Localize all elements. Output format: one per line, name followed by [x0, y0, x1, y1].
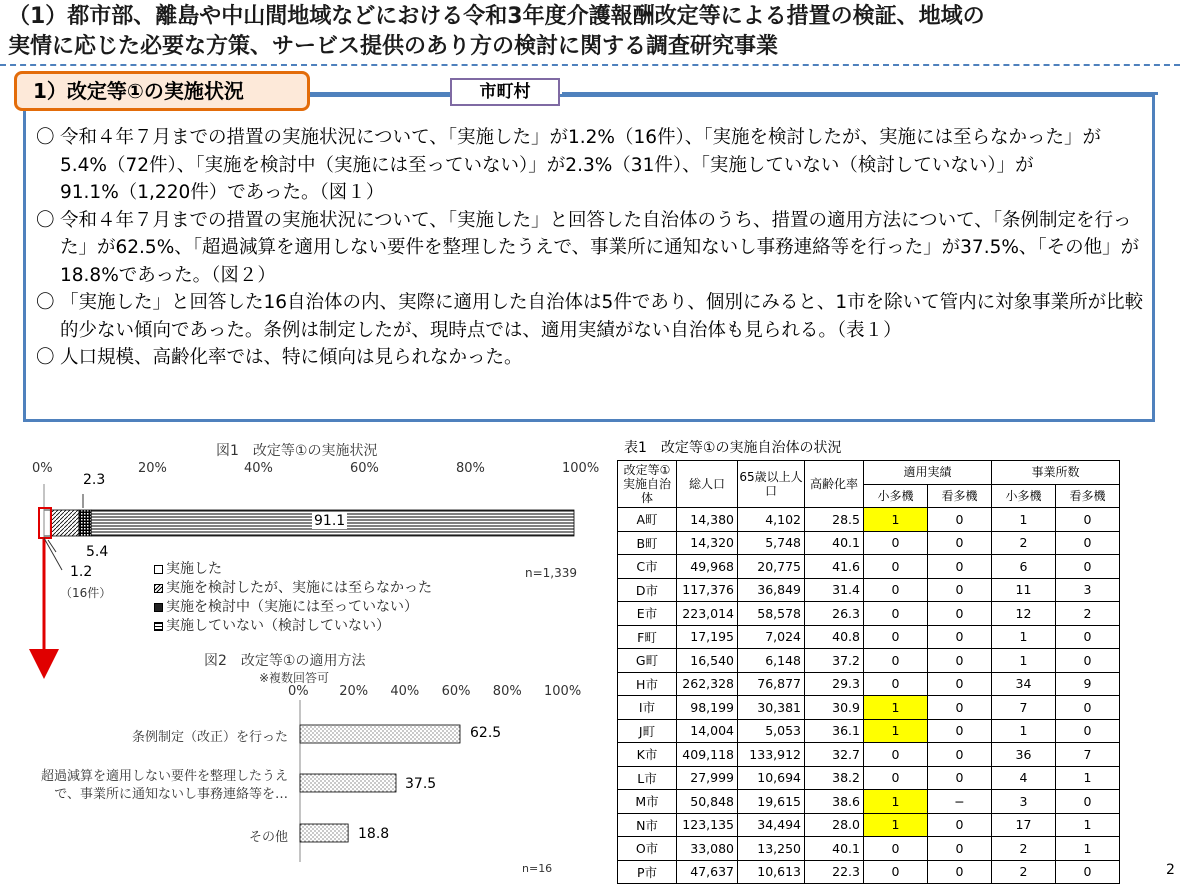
table-cell-name: K市: [618, 743, 677, 767]
table-row: [618, 649, 1120, 673]
category-line: で、事業所に通知ないし事務連絡等を…: [54, 787, 288, 802]
col-header-population: 総人口: [677, 461, 738, 508]
table-cell-rate: 26.3: [805, 602, 864, 626]
table-cell-o2: 0: [1056, 508, 1120, 532]
bullet-mark: 〇: [36, 347, 55, 368]
legend-swatch: [154, 603, 163, 612]
table-cell-o2: 0: [1056, 860, 1120, 884]
data-label-62-5: 62.5: [470, 725, 502, 741]
table-cell-o2: 0: [1056, 719, 1120, 743]
table-cell-name: G町: [618, 649, 677, 673]
legend-label: 実施を検討中（実施には至っていない）: [166, 599, 418, 615]
table-cell-rate: 40.1: [805, 531, 864, 555]
table-cell-pop: 33,080: [677, 837, 738, 861]
table-cell-o1: 4: [992, 766, 1056, 790]
table-cell-o1: 7: [992, 696, 1056, 720]
table-cell-old: 20,775: [738, 555, 805, 579]
legend-swatch: [154, 622, 163, 631]
table-cell-o2: 0: [1056, 696, 1120, 720]
table-cell-a2: 0: [928, 766, 992, 790]
bar: [300, 824, 348, 842]
table-cell-pop: 117,376: [677, 578, 738, 602]
col-header-over65: 65歳以上人口: [738, 461, 805, 508]
x-tick-label: 0%: [288, 684, 309, 699]
table-cell-o1: 12: [992, 602, 1056, 626]
table-cell-rate: 30.9: [805, 696, 864, 720]
table-cell-a1: 1: [864, 790, 928, 814]
category-line: 超過減算を適用しない要件を整理したうえ: [40, 769, 288, 784]
legend-label: 実施していない（検討していない）: [166, 618, 390, 634]
table-cell-rate: 40.1: [805, 837, 864, 861]
figure2-subtitle: ※複数回答可: [259, 671, 330, 685]
frame-top-line-right: [562, 92, 1158, 95]
table-cell-pop: 50,848: [677, 790, 738, 814]
count-annotation: （16件）: [60, 586, 112, 600]
paragraph-text: 「実施した」と回答した16自治体の内、実際に適用した自治体は5件であり、個別にみると、1市を除いて管内に対象事業所が比較的少ない傾向であった。条例は制定したが、現時点では、適用実績がない自治体も見られる。（表１）: [60, 292, 1144, 341]
category-badge: 市町村: [450, 78, 560, 106]
x-tick-label: 20%: [339, 684, 369, 699]
table-cell-o1: 34: [992, 672, 1056, 696]
table-cell-name: H市: [618, 672, 677, 696]
x-tick-label: 100%: [544, 684, 582, 699]
data-label-37-5: 37.5: [405, 776, 437, 792]
bar-segment: [50, 510, 79, 536]
table-cell-a1: 1: [864, 813, 928, 837]
x-tick-label: 0%: [32, 461, 53, 476]
legend-item: [154, 598, 432, 617]
x-tick-label: 80%: [456, 461, 485, 476]
table-cell-a2: 0: [928, 719, 992, 743]
title-line-1: （1）都市部、離島や中山間地域などにおける令和3年度介護報酬改定等による措置の検証、地域の: [8, 4, 985, 29]
table-cell-name: M市: [618, 790, 677, 814]
table-row: [618, 813, 1120, 837]
table-cell-pop: 14,004: [677, 719, 738, 743]
table-cell-old: 7,024: [738, 625, 805, 649]
subheader: 小多機: [992, 484, 1056, 508]
table-cell-old: 76,877: [738, 672, 805, 696]
subheader: 看多機: [1056, 484, 1120, 508]
legend-swatch: [154, 565, 163, 574]
table-cell-pop: 49,968: [677, 555, 738, 579]
table-cell-a2: 0: [928, 837, 992, 861]
table-cell-a2: 0: [928, 696, 992, 720]
table1-title: 表1 改定等①の実施自治体の状況: [624, 440, 842, 456]
table-cell-name: I市: [618, 696, 677, 720]
table-cell-rate: 32.7: [805, 743, 864, 767]
figure1-n: n=1,339: [525, 566, 578, 580]
table-row: [618, 766, 1120, 790]
bar-segment: [79, 510, 91, 536]
table-cell-rate: 37.2: [805, 649, 864, 673]
table-cell-pop: 123,135: [677, 813, 738, 837]
figure2-n: n=16: [522, 862, 553, 875]
table-cell-a1: 1: [864, 696, 928, 720]
legend-item: [154, 560, 432, 579]
bullet-mark: 〇: [36, 292, 55, 313]
legend-label: 実施した: [166, 561, 222, 577]
table-cell-o2: 0: [1056, 531, 1120, 555]
page-number: 2: [1166, 862, 1175, 878]
table-cell-name: F町: [618, 625, 677, 649]
figure2-category-label: 条例制定（改正）を行った: [131, 730, 288, 745]
table-cell-rate: 38.6: [805, 790, 864, 814]
data-label-18-8: 18.8: [358, 826, 390, 842]
table-cell-o1: 11: [992, 578, 1056, 602]
table-cell-name: J町: [618, 719, 677, 743]
table-row: [618, 696, 1120, 720]
paragraph-text: 令和４年７月までの措置の実施状況について、「実施した」が1.2%（16件）、「実施を検討したが、実施には至らなかった」が5.4%（72件）、「実施を検討中（実施には至っていない）」が2.3%（31件）、「実施していない（検討していない）」が91.1%（1,220件）であった。（図１）: [60, 127, 1102, 203]
table-cell-o1: 2: [992, 837, 1056, 861]
x-tick-label: 20%: [138, 461, 167, 476]
bar: [300, 725, 460, 743]
data-label-5-4: 5.4: [86, 544, 109, 560]
table-cell-o1: 36: [992, 743, 1056, 767]
table-cell-a2: 0: [928, 672, 992, 696]
table-cell-o2: 9: [1056, 672, 1120, 696]
table-cell-a1: 0: [864, 531, 928, 555]
table-row: [618, 790, 1120, 814]
legend-item: [154, 617, 432, 636]
table-cell-a2: 0: [928, 813, 992, 837]
table-cell-old: 36,849: [738, 578, 805, 602]
table-cell-old: 34,494: [738, 813, 805, 837]
table-cell-o1: 1: [992, 649, 1056, 673]
table-cell-pop: 14,320: [677, 531, 738, 555]
table-cell-name: B町: [618, 531, 677, 555]
table-cell-rate: 31.4: [805, 578, 864, 602]
table-row: [618, 508, 1120, 532]
table-cell-o1: 1: [992, 625, 1056, 649]
x-tick-label: 60%: [441, 684, 471, 699]
x-tick-label: 40%: [244, 461, 273, 476]
figure1-legend: [154, 560, 432, 636]
table-cell-rate: 28.0: [805, 813, 864, 837]
table-cell-o1: 2: [992, 531, 1056, 555]
figure1-title: 図1 改定等①の実施状況: [216, 443, 378, 459]
section-heading: 1）改定等①の実施状況: [14, 71, 310, 111]
x-tick-label: 80%: [492, 684, 522, 699]
table-cell-pop: 409,118: [677, 743, 738, 767]
table-cell-a2: −: [928, 790, 992, 814]
table-cell-pop: 17,195: [677, 625, 738, 649]
table-cell-pop: 14,380: [677, 508, 738, 532]
table-cell-old: 30,381: [738, 696, 805, 720]
table-cell-name: O市: [618, 837, 677, 861]
table-cell-o1: 6: [992, 555, 1056, 579]
table-cell-o2: 0: [1056, 649, 1120, 673]
table-cell-a1: 0: [864, 672, 928, 696]
table-cell-a2: 0: [928, 602, 992, 626]
table-cell-a1: 0: [864, 837, 928, 861]
table-cell-o2: 3: [1056, 578, 1120, 602]
figure2-title: 図2 改定等①の適用方法: [204, 653, 366, 669]
table-cell-o2: 1: [1056, 813, 1120, 837]
table-cell-o2: 1: [1056, 837, 1120, 861]
table-cell-pop: 47,637: [677, 860, 738, 884]
table-cell-o2: 7: [1056, 743, 1120, 767]
table-cell-a2: 0: [928, 860, 992, 884]
table-cell-name: A町: [618, 508, 677, 532]
subheader: 小多機: [864, 484, 928, 508]
table-cell-a2: 0: [928, 743, 992, 767]
legend-item: [154, 579, 432, 598]
table-cell-pop: 98,199: [677, 696, 738, 720]
table-cell-o1: 3: [992, 790, 1056, 814]
table-cell-name: E市: [618, 602, 677, 626]
table-cell-a2: 0: [928, 578, 992, 602]
table-cell-a1: 0: [864, 602, 928, 626]
table-cell-o2: 1: [1056, 766, 1120, 790]
figure2-category-label: [20, 768, 288, 804]
col-header-applied: 適用実績: [864, 461, 992, 485]
table-cell-o2: 0: [1056, 555, 1120, 579]
table-cell-old: 133,912: [738, 743, 805, 767]
bar: [300, 774, 396, 792]
data-label-91-1: 91.1: [314, 513, 346, 529]
table-cell-old: 5,748: [738, 531, 805, 555]
table-cell-rate: 22.3: [805, 860, 864, 884]
legend-swatch: [154, 584, 163, 593]
table-cell-old: 19,615: [738, 790, 805, 814]
col-header-name: 改定等①実施自治体: [618, 461, 677, 508]
table-cell-name: C市: [618, 555, 677, 579]
table1: [617, 460, 1120, 884]
table-cell-rate: 29.3: [805, 672, 864, 696]
table-cell-a1: 0: [864, 649, 928, 673]
table-cell-pop: 16,540: [677, 649, 738, 673]
table-cell-name: L市: [618, 766, 677, 790]
table-row: [618, 531, 1120, 555]
table-cell-rate: 28.5: [805, 508, 864, 532]
table-cell-rate: 41.6: [805, 555, 864, 579]
data-label-1-2: 1.2: [70, 564, 93, 580]
table-cell-a1: 0: [864, 625, 928, 649]
table-cell-a2: 0: [928, 625, 992, 649]
col-header-offices: 事業所数: [992, 461, 1120, 485]
table-row: [618, 860, 1120, 884]
title-line-2: 実情に応じた必要な方策、サービス提供のあり方の検討に関する調査研究事業: [8, 34, 779, 59]
table-cell-rate: 36.1: [805, 719, 864, 743]
bar-segment: [44, 510, 50, 536]
table-cell-a2: 0: [928, 508, 992, 532]
table-cell-a1: 1: [864, 508, 928, 532]
figure2-category-label: その他: [248, 830, 288, 845]
table-cell-rate: 40.8: [805, 625, 864, 649]
paragraph-text: 令和４年７月までの措置の実施状況について、「実施した」と回答した自治体のうち、措置の適用方法について、「条例制定を行った」が62.5%、「超過減算を適用しない要件を整理したうえで、事業所に通知ないし事務連絡等を行った」が37.5%、「その他」が18.8%であった。（図２）: [60, 209, 1140, 286]
table-cell-old: 10,613: [738, 860, 805, 884]
table-row: [618, 602, 1120, 626]
table-cell-o1: 1: [992, 508, 1056, 532]
table-cell-o2: 0: [1056, 625, 1120, 649]
subheader: 看多機: [928, 484, 992, 508]
table-cell-pop: 223,014: [677, 602, 738, 626]
bullet-mark: 〇: [36, 127, 55, 148]
x-tick-label: 60%: [350, 461, 379, 476]
table-row: [618, 578, 1120, 602]
table-cell-a2: 0: [928, 531, 992, 555]
table-cell-o2: 0: [1056, 790, 1120, 814]
table-cell-old: 6,148: [738, 649, 805, 673]
legend-label: 実施を検討したが、実施には至らなかった: [166, 580, 432, 596]
table-cell-a1: 0: [864, 578, 928, 602]
table-cell-o1: 2: [992, 860, 1056, 884]
table-cell-a1: 0: [864, 743, 928, 767]
table-cell-old: 5,053: [738, 719, 805, 743]
x-tick-label: 100%: [562, 461, 600, 476]
table-cell-a2: 0: [928, 649, 992, 673]
table-cell-old: 10,694: [738, 766, 805, 790]
table-cell-pop: 27,999: [677, 766, 738, 790]
table-cell-o1: 17: [992, 813, 1056, 837]
table-row: [618, 837, 1120, 861]
table-cell-a2: 0: [928, 555, 992, 579]
x-tick-label: 40%: [390, 684, 420, 699]
table-cell-a1: 0: [864, 860, 928, 884]
table-cell-rate: 38.2: [805, 766, 864, 790]
leader-line: [44, 538, 62, 570]
table-row: [618, 743, 1120, 767]
table-cell-a1: 1: [864, 719, 928, 743]
table-cell-old: 58,578: [738, 602, 805, 626]
table-cell-name: D市: [618, 578, 677, 602]
table-cell-a1: 0: [864, 766, 928, 790]
table-cell-o2: 2: [1056, 602, 1120, 626]
paragraph-text: 人口規模、高齢化率では、特に傾向は見られなかった。: [60, 347, 523, 368]
col-header-aging-rate: 高齢化率: [805, 461, 864, 508]
table-cell-old: 4,102: [738, 508, 805, 532]
table-cell-old: 13,250: [738, 837, 805, 861]
table-cell-a1: 0: [864, 555, 928, 579]
table-row: [618, 625, 1120, 649]
bullet-mark: 〇: [36, 209, 55, 231]
table-row: [618, 719, 1120, 743]
table-row: [618, 555, 1120, 579]
table-cell-o1: 1: [992, 719, 1056, 743]
table-cell-pop: 262,328: [677, 672, 738, 696]
leader-line: [48, 540, 56, 552]
table-cell-name: N市: [618, 813, 677, 837]
table-cell-name: P市: [618, 860, 677, 884]
table-row: [618, 672, 1120, 696]
data-label-2-3: 2.3: [83, 472, 106, 488]
